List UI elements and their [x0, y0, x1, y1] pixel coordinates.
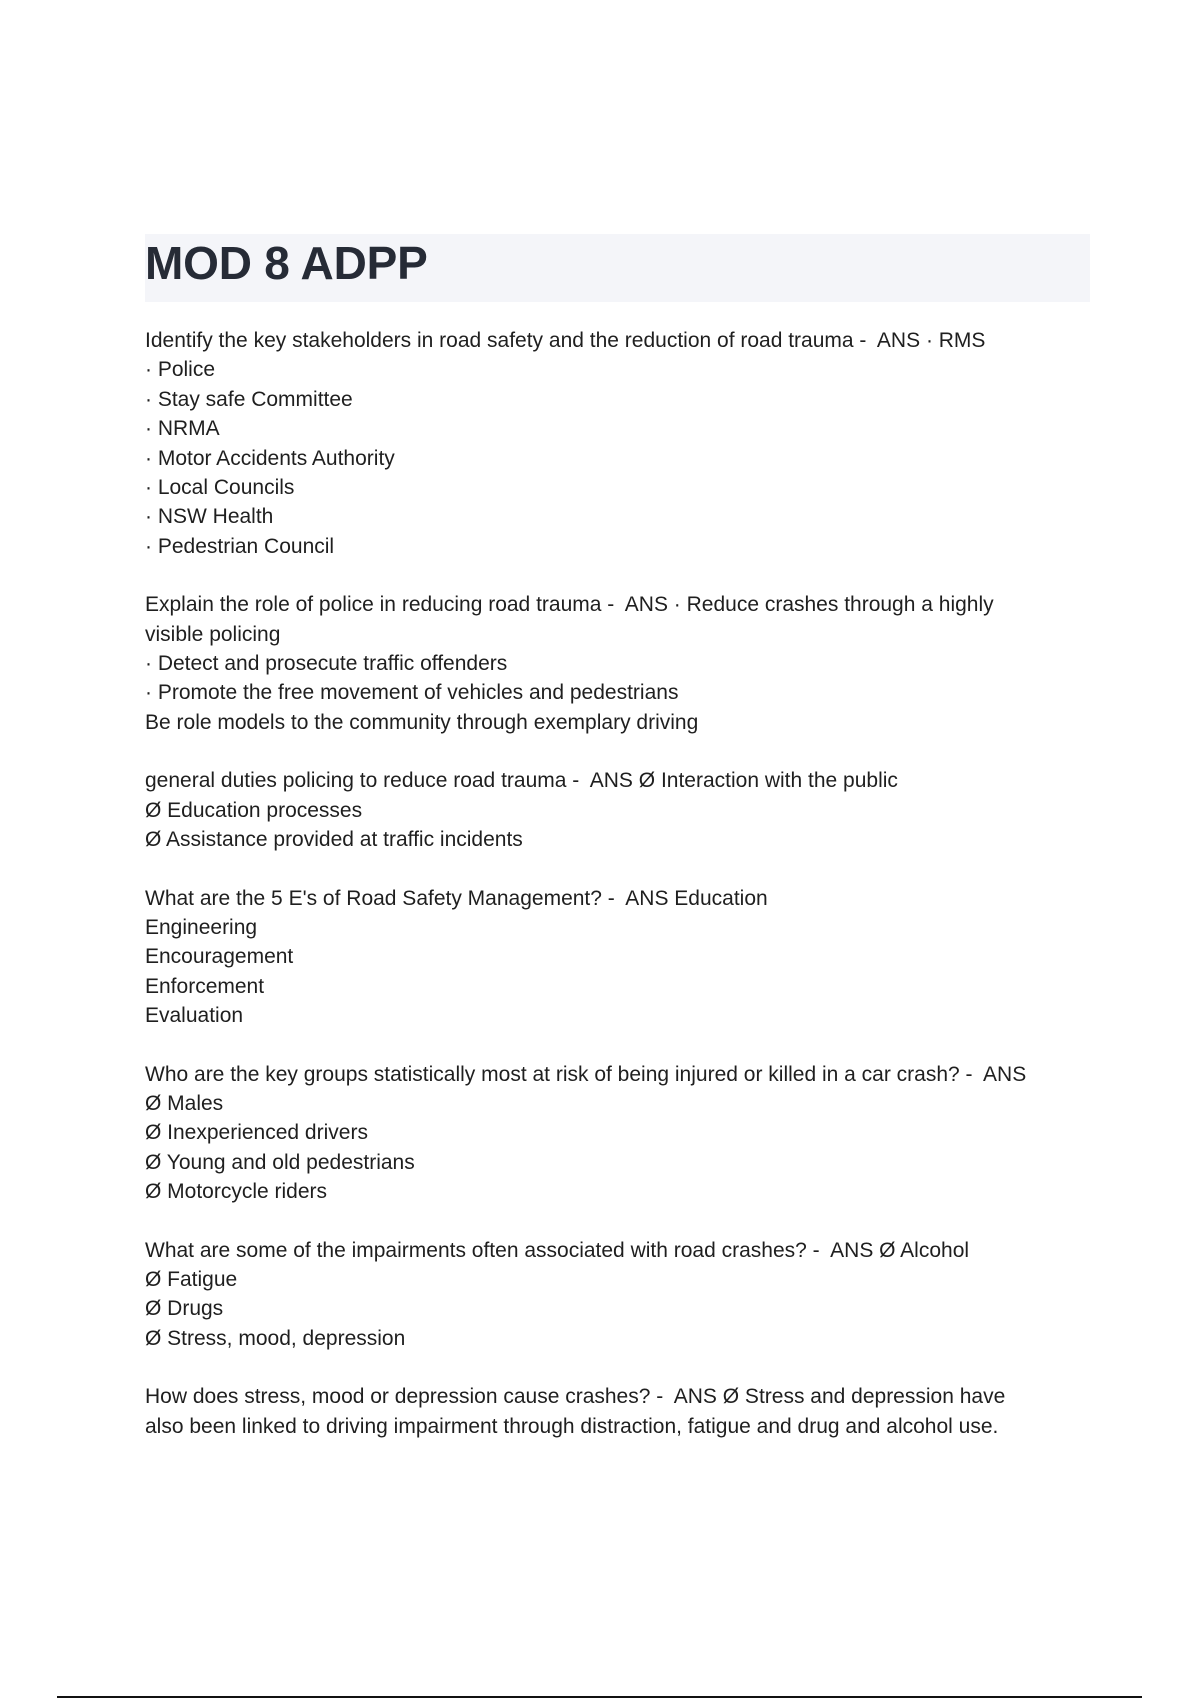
question-line: Identify the key stakeholders in road safety and the reduction of road trauma - ANS · RMS: [145, 329, 986, 352]
answer-line: · NSW Health: [145, 505, 274, 529]
answer-line: Ø Young and old pedestrians: [145, 1150, 415, 1174]
page-title: MOD 8 ADPP: [145, 237, 428, 289]
qa-block-general-duties: [145, 766, 1090, 854]
question-line: How does stress, mood or depression cause crashes? - ANS Ø Stress and depression have: [145, 1385, 1006, 1409]
page-bottom-divider: [57, 1696, 1142, 1698]
answer-line: Enforcement: [145, 974, 265, 998]
answer-line: Ø Inexperienced drivers: [145, 1121, 368, 1145]
answer-line: · Stay safe Committee: [145, 387, 353, 411]
answer-line: Ø Assistance provided at traffic incidents: [145, 828, 523, 852]
question-line: What are the 5 E's of Road Safety Management? - ANS Education: [145, 886, 768, 910]
answer-line: Be role models to the community through exemplary driving: [145, 710, 699, 734]
answer-line: Ø Fatigue: [145, 1267, 238, 1291]
qa-block-stakeholders: [145, 326, 1090, 561]
question-line-continued: visible policing: [145, 622, 281, 646]
answer-line: Ø Males: [145, 1091, 224, 1115]
answer-line: Ø Motorcycle riders: [145, 1180, 328, 1204]
answer-line: · Promote the free movement of vehicles and pedestrians: [145, 681, 679, 705]
answer-line: Engineering: [145, 915, 258, 939]
title-banner: [145, 234, 1090, 302]
answer-line: Ø Drugs: [145, 1297, 224, 1321]
answer-line: Encouragement: [145, 945, 294, 969]
answer-line: · NRMA: [145, 417, 220, 441]
qa-block-five-es: [145, 884, 1090, 1031]
answer-line: Ø Education processes: [145, 798, 363, 822]
question-line: What are some of the impairments often associated with road crashes? - ANS Ø Alcohol: [145, 1238, 970, 1262]
answer-line: · Pedestrian Council: [145, 534, 335, 558]
answer-line: · Local Councils: [145, 476, 295, 500]
question-line: Explain the role of police in reducing road trauma - ANS · Reduce crashes through a highly: [145, 593, 994, 617]
answer-line: · Motor Accidents Authority: [145, 446, 395, 470]
qa-block-stress-mood: [145, 1382, 1090, 1441]
document-body: [145, 326, 1090, 1470]
qa-block-police-role: [145, 590, 1090, 737]
answer-line: also been linked to driving impairment through distraction, fatigue and drug and alcohol use.: [145, 1414, 999, 1438]
answer-line: · Detect and prosecute traffic offenders: [145, 652, 508, 676]
answer-line: · Police: [145, 358, 216, 382]
qa-block-risk-groups: [145, 1060, 1090, 1207]
qa-block-impairments: [145, 1236, 1090, 1354]
question-line: general duties policing to reduce road trauma - ANS Ø Interaction with the public: [145, 769, 898, 793]
question-line: Who are the key groups statistically most at risk of being injured or killed in a car crash? - ANS: [145, 1062, 1027, 1086]
answer-line: Ø Stress, mood, depression: [145, 1326, 406, 1350]
answer-line: Evaluation: [145, 1004, 244, 1028]
